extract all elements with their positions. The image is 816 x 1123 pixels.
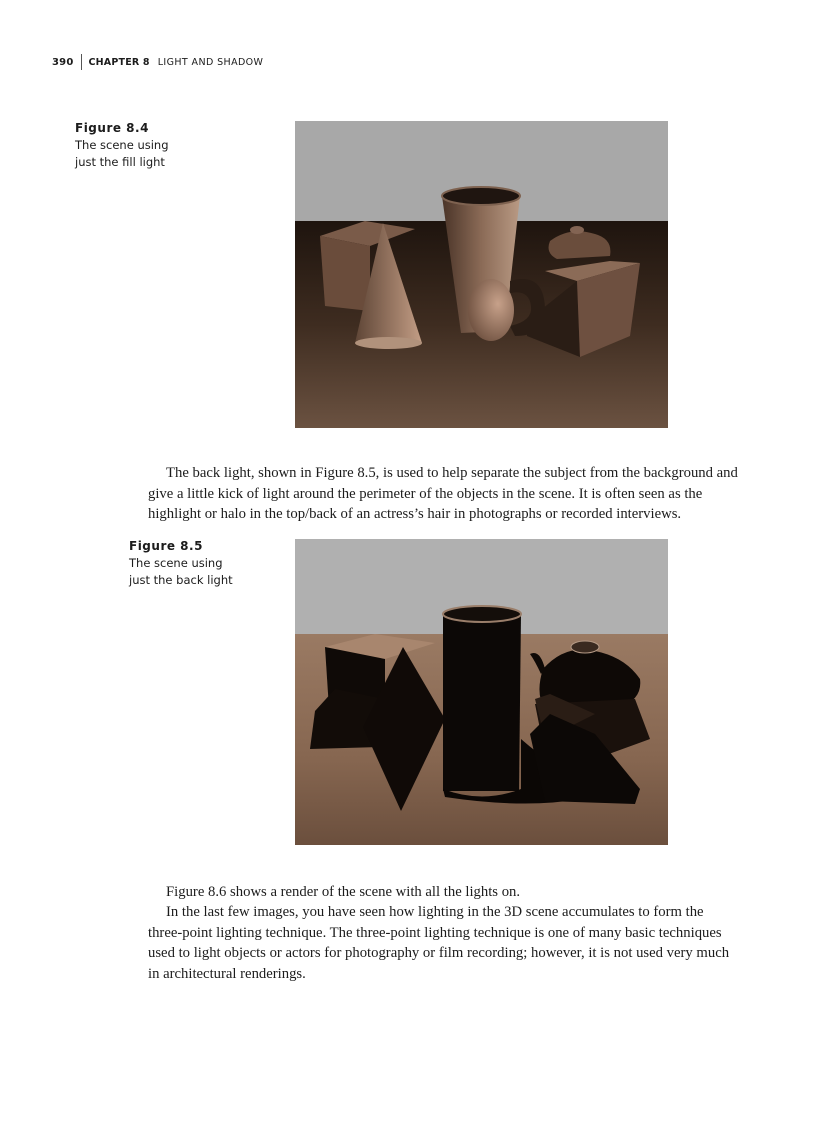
body-paragraph	[148, 882, 740, 903]
chapter-title: LIGHT AND SHADOW	[157, 56, 264, 68]
figure-8-5-caption	[129, 538, 249, 589]
figure-caption-line: The scene using	[75, 138, 169, 152]
sphere-shape	[468, 279, 514, 341]
figure-caption-line: just the fill light	[75, 155, 165, 169]
page-number: 390	[52, 56, 74, 68]
figure-8-4-caption	[75, 120, 185, 171]
figure-label: Figure 8.5	[129, 539, 203, 553]
cylinder-shape	[443, 614, 521, 791]
figure-caption-line: just the back light	[129, 573, 233, 587]
figure-8-5-image	[295, 539, 668, 845]
figure-8-4-image	[295, 121, 668, 428]
paragraph-text: In the last few images, you have seen how lighting in the 3D scene accumulates to form the three-point lighting technique. The three-point lighting technique is one of many basic techniques used to light objects or actors for photography or film recording; however, it is not used very much in architectural renderings.	[148, 904, 730, 982]
figure-caption-line: The scene using	[129, 556, 223, 570]
paragraph-text: The back light, shown in Figure 8.5, is used to help separate the subject from the background and give a little kick of light around the perimeter of the objects in the scene. It is often seen as the highlight or halo in the top/back of an actress’s hair in photographs or recorded interviews.	[148, 465, 738, 522]
figure-label: Figure 8.4	[75, 121, 149, 135]
paragraph-text: Figure 8.6 shows a render of the scene with all the lights on.	[166, 884, 521, 900]
chapter-label: CHAPTER 8	[88, 56, 150, 68]
header-divider	[81, 54, 82, 70]
body-paragraph	[148, 902, 740, 984]
body-paragraph	[148, 463, 740, 525]
running-header	[52, 54, 263, 70]
